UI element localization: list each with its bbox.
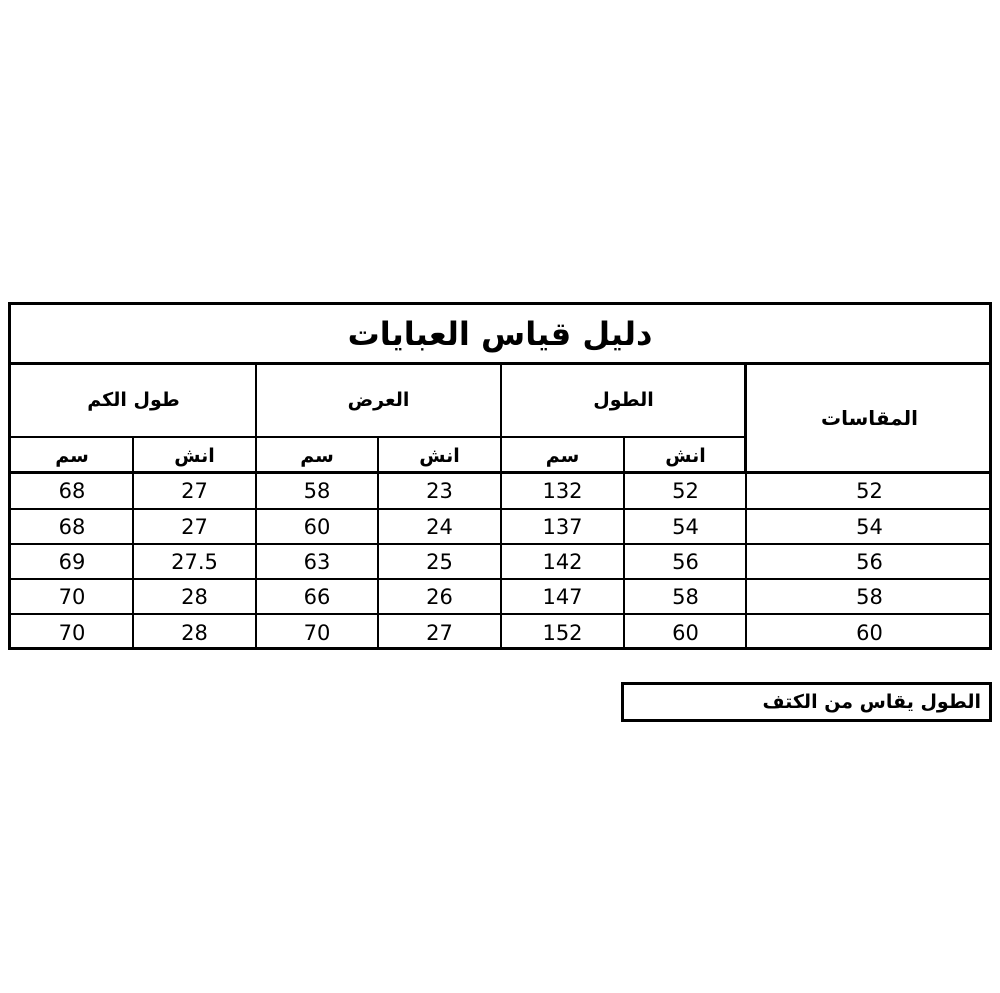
cell-width-cm: 70	[303, 620, 331, 645]
cell-sleeve-inch: 27	[181, 514, 208, 539]
cell-length-inch: 54	[672, 514, 699, 539]
divider	[744, 362, 747, 474]
header-width: العرض	[347, 389, 410, 411]
cell-size: 60	[856, 620, 883, 645]
cell-length-cm: 152	[542, 620, 583, 645]
cell-sleeve-inch: 27.5	[171, 549, 218, 574]
header-sleeve-cm: سم	[55, 445, 89, 467]
cell-width-cm: 58	[303, 479, 331, 503]
cell-width-inch: 23	[426, 479, 453, 503]
cell-sleeve-inch: 28	[181, 620, 208, 645]
cell-length-inch: 60	[672, 620, 699, 645]
cell-width-inch: 25	[426, 549, 453, 574]
cell-sleeve-inch: 28	[181, 584, 208, 609]
header-length: الطول	[593, 389, 654, 411]
header-sizes: المقاسات	[821, 406, 918, 430]
size-guide-table	[8, 302, 992, 650]
cell-size: 56	[856, 549, 883, 574]
cell-sleeve-cm: 70	[58, 584, 86, 609]
cell-length-inch: 56	[672, 549, 699, 574]
cell-width-cm: 60	[303, 514, 331, 539]
cell-sleeve-cm: 68	[58, 514, 86, 539]
header-length-cm: سم	[545, 445, 580, 467]
cell-length-inch: 58	[672, 584, 699, 609]
cell-length-cm: 147	[542, 584, 583, 609]
header-width-inch: انش	[419, 445, 460, 467]
cell-length-inch: 52	[672, 479, 699, 503]
header-width-cm: سم	[300, 445, 334, 467]
cell-width-inch: 27	[426, 620, 453, 645]
header-sleeve-inch: انش	[174, 445, 215, 467]
cell-length-cm: 142	[542, 549, 583, 574]
cell-width-inch: 24	[426, 514, 453, 539]
header-length-inch: انش	[665, 445, 706, 467]
cell-sleeve-inch: 27	[181, 479, 208, 503]
measurement-note	[621, 682, 992, 722]
cell-sleeve-cm: 68	[58, 479, 86, 503]
measurement-note-text: الطول يقاس من الكتف	[762, 691, 981, 713]
cell-size: 52	[856, 479, 883, 503]
cell-width-inch: 26	[426, 584, 453, 609]
cell-size: 58	[856, 584, 883, 609]
cell-length-cm: 132	[542, 479, 583, 503]
cell-sleeve-cm: 69	[58, 549, 86, 574]
header-sleeve: طول الكم	[87, 389, 180, 411]
cell-length-cm: 137	[542, 514, 583, 539]
table-title: دليل قياس العبايات	[347, 314, 653, 353]
table-title-row	[11, 305, 989, 365]
cell-width-cm: 66	[303, 584, 331, 609]
cell-sleeve-cm: 70	[58, 620, 86, 645]
cell-size: 54	[856, 514, 883, 539]
cell-width-cm: 63	[303, 549, 331, 574]
